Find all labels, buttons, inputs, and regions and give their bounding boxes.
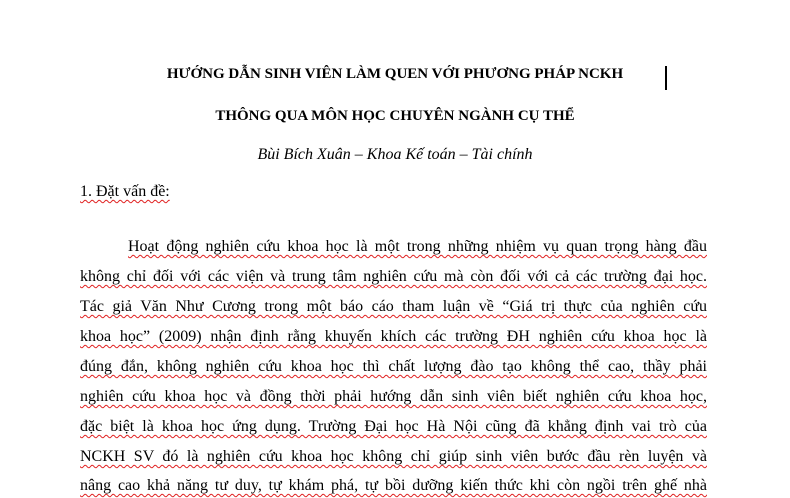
paragraph-line: nghiên cứu khoa học và đồng thời phải hướng dẫn sinh viên biết nghiên cứu khoa học, xyxy=(80,388,707,405)
paragraph-line: không chỉ đối với các viện và trung tâm nghiên cứu mà còn đối với cả các trường đại học. xyxy=(80,268,707,285)
paragraph-line: nâng cao khả năng tư duy, tự khám phá, tự bồi dưỡng kiến thức khi còn ngồi trên ghế nhà xyxy=(80,477,707,494)
paragraph-line: khoa học” (2009) nhận định rằng khuyến khích các trường ĐH nghiên cứu khoa học là xyxy=(80,328,707,345)
text-cursor xyxy=(665,66,667,90)
paragraph-line: Hoạt động nghiên cứu khoa học là một trong những nhiệm vụ quan trọng hàng đầu xyxy=(128,238,707,255)
document-title-line2: THÔNG QUA MÔN HỌC CHUYÊN NGÀNH CỤ THỂ xyxy=(215,108,575,124)
paragraph-line: đặc biệt là khoa học ứng dụng. Trường Đại học Hà Nội cũng đã khẳng định vai trò của xyxy=(80,418,707,435)
author-line: Bùi Bích Xuân – Khoa Kế toán – Tài chính xyxy=(257,146,533,163)
paragraph-line: NCKH SV đó là nghiên cứu khoa học không chỉ giúp sinh viên bước đầu rèn luyện và xyxy=(80,448,707,465)
paragraph-line: Tác giả Văn Như Cương trong một báo cáo tham luận về “Giá trị thực của nghiên cứu xyxy=(80,298,707,315)
paragraph-line: đúng đắn, không nghiên cứu khoa học thì chất lượng đào tạo không thể cao, thầy phải xyxy=(80,358,707,375)
document-title-line1: HƯỚNG DẪN SINH VIÊN LÀM QUEN VỚI PHƯƠNG PHÁP NCKH xyxy=(166,66,624,82)
section-heading: 1. Đặt vấn đề: xyxy=(80,183,170,200)
